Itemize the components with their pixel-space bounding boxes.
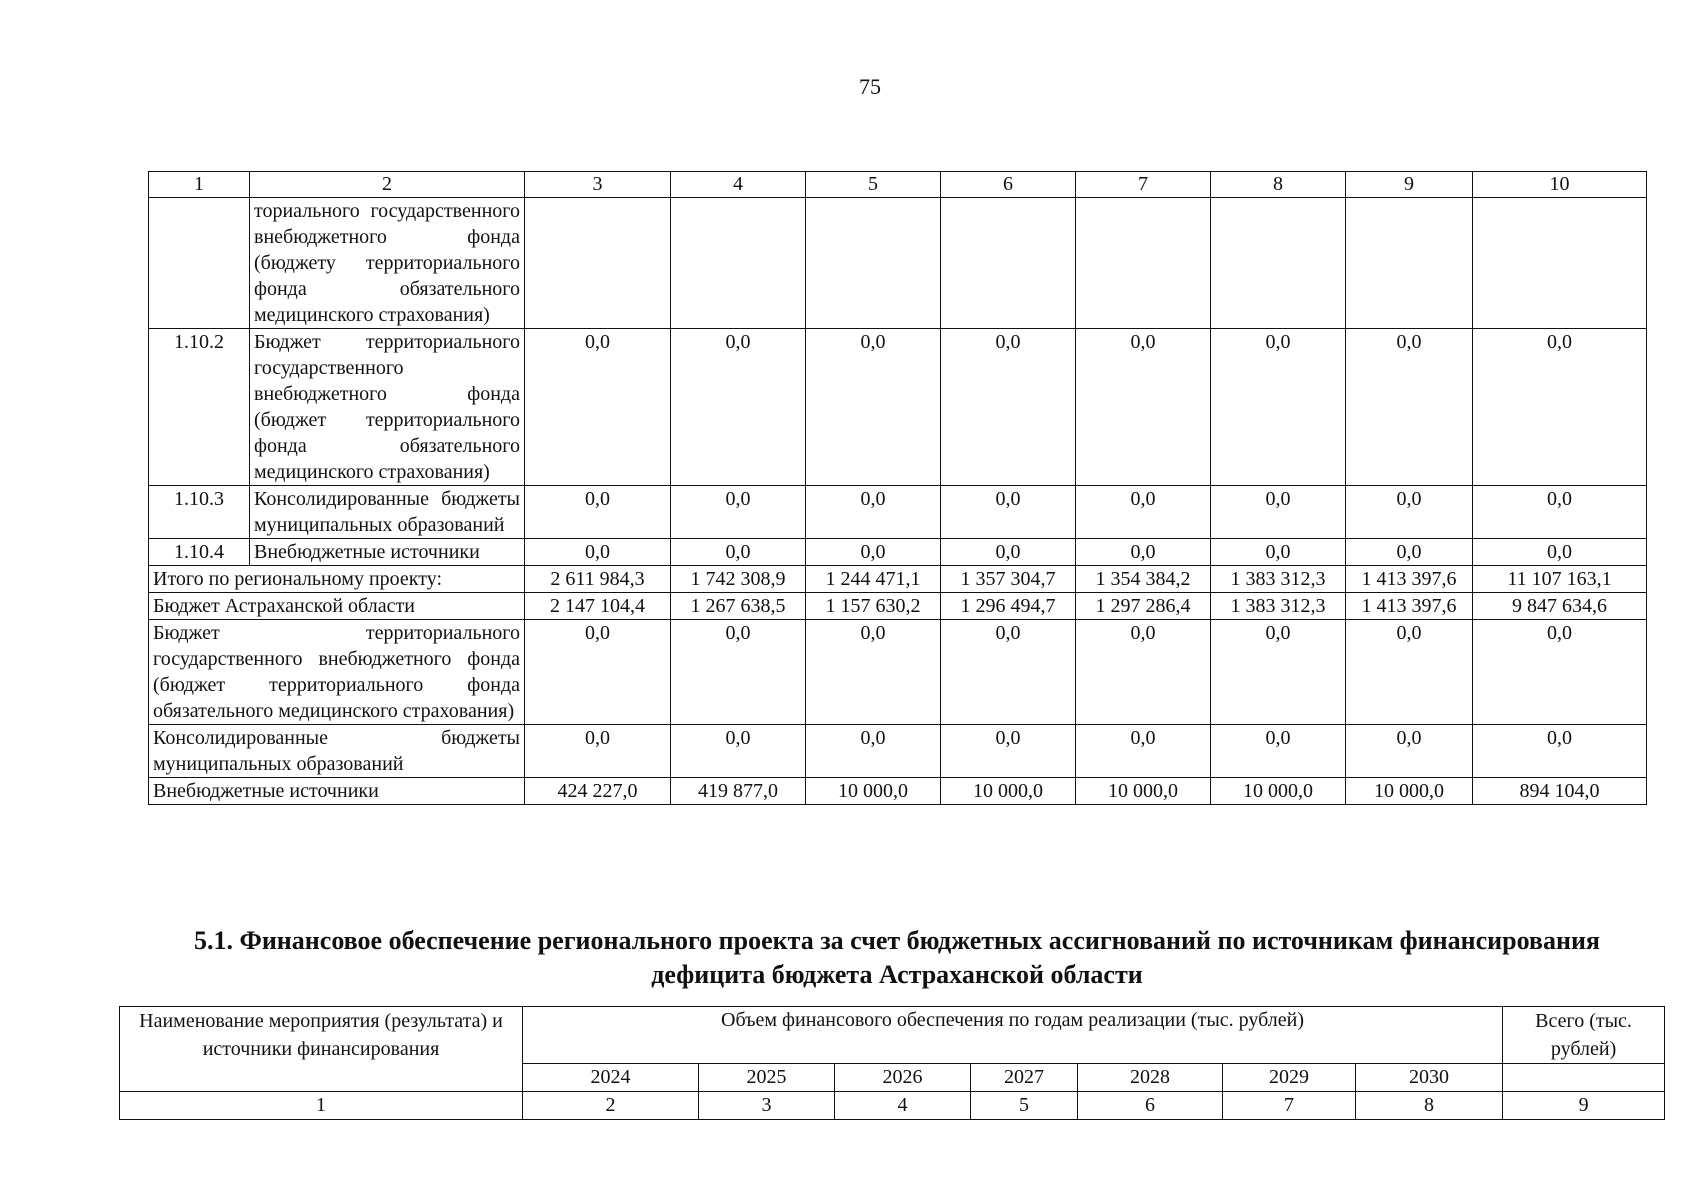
column-total-header: Всего (тыс. рублей): [1503, 1007, 1665, 1064]
value-cell: 0,0: [671, 725, 806, 778]
summary-row: [149, 620, 1647, 725]
header-cell: 1: [149, 172, 250, 198]
value-cell: [671, 198, 806, 329]
value-cell: 0,0: [1346, 620, 1473, 725]
column-name-header: Наименование мероприятия (результата) и источники финансирования: [120, 1007, 523, 1092]
column-number-cell: 5: [971, 1092, 1078, 1120]
value-cell: 1 297 286,4: [1076, 593, 1211, 620]
financing-table: [119, 1006, 1665, 1120]
value-cell: 0,0: [1473, 725, 1647, 778]
column-number-cell: 9: [1503, 1092, 1665, 1120]
value-cell: [1076, 198, 1211, 329]
value-cell: 0,0: [806, 329, 941, 486]
value-cell: 1 354 384,2: [1076, 566, 1211, 593]
value-cell: [1211, 198, 1346, 329]
value-cell: [806, 198, 941, 329]
value-cell: 424 227,0: [525, 778, 671, 805]
value-cell: 1 413 397,6: [1346, 593, 1473, 620]
empty-cell: [1503, 1064, 1665, 1092]
value-cell: [941, 198, 1076, 329]
value-cell: 0,0: [1211, 725, 1346, 778]
column-number-cell: 7: [1223, 1092, 1356, 1120]
value-cell: 1 742 308,9: [671, 566, 806, 593]
summary-row: [149, 593, 1647, 620]
header-cell: 3: [525, 172, 671, 198]
value-cell: 0,0: [806, 539, 941, 566]
value-cell: 10 000,0: [1076, 778, 1211, 805]
value-cell: 10 000,0: [806, 778, 941, 805]
value-cell: 0,0: [1076, 620, 1211, 725]
header-cell: 10: [1473, 172, 1647, 198]
value-cell: 0,0: [525, 539, 671, 566]
summary-name: Бюджет Астраханской области: [149, 593, 525, 620]
header-cell: 2: [250, 172, 525, 198]
value-cell: 0,0: [941, 725, 1076, 778]
table-row: [149, 198, 1647, 329]
value-cell: 0,0: [806, 725, 941, 778]
column-numbers-row: [120, 1092, 1665, 1120]
value-cell: 0,0: [1211, 329, 1346, 486]
value-cell: [525, 198, 671, 329]
summary-name: Бюджет территориального государственного внебюджетного фонда (бюджет территориального фонда обязательного медицинского страхования): [149, 620, 525, 725]
value-cell: 0,0: [1346, 539, 1473, 566]
value-cell: 0,0: [1211, 539, 1346, 566]
value-cell: 1 357 304,7: [941, 566, 1076, 593]
value-cell: 0,0: [525, 725, 671, 778]
financing-header-row: [120, 1007, 1665, 1064]
value-cell: 11 107 163,1: [1473, 566, 1647, 593]
value-cell: 0,0: [1473, 620, 1647, 725]
section-title: 5.1. Финансовое обеспечение регионального проекта за счет бюджетных ассигнований по источникам финансирования дефицита бюджета Астраханской области: [194, 926, 1600, 989]
summary-name: Итого по региональному проекту:: [149, 566, 525, 593]
value-cell: 0,0: [1346, 486, 1473, 539]
year-cell: 2029: [1223, 1064, 1356, 1092]
value-cell: 0,0: [941, 620, 1076, 725]
row-name: Консолидированные бюджеты муниципальных образований: [250, 486, 525, 539]
table-row: [149, 486, 1647, 539]
value-cell: 0,0: [1346, 725, 1473, 778]
row-name: Внебюджетные источники: [250, 539, 525, 566]
value-cell: 0,0: [1076, 539, 1211, 566]
value-cell: 0,0: [806, 486, 941, 539]
header-row: [149, 172, 1647, 198]
header-cell: 7: [1076, 172, 1211, 198]
value-cell: 10 000,0: [1346, 778, 1473, 805]
value-cell: 0,0: [1346, 329, 1473, 486]
value-cell: 2 147 104,4: [525, 593, 671, 620]
value-cell: 1 157 630,2: [806, 593, 941, 620]
value-cell: 10 000,0: [1211, 778, 1346, 805]
year-cell: 2024: [523, 1064, 699, 1092]
column-number-cell: 1: [120, 1092, 523, 1120]
value-cell: 0,0: [1473, 539, 1647, 566]
summary-name: Консолидированные бюджеты муниципальных образований: [149, 725, 525, 778]
value-cell: 0,0: [1076, 329, 1211, 486]
value-cell: 0,0: [671, 539, 806, 566]
value-cell: 0,0: [525, 329, 671, 486]
value-cell: 1 244 471,1: [806, 566, 941, 593]
table-row: [149, 539, 1647, 566]
row-code: [149, 198, 250, 329]
header-cell: 5: [806, 172, 941, 198]
value-cell: 0,0: [671, 329, 806, 486]
row-code: 1.10.4: [149, 539, 250, 566]
value-cell: 0,0: [1473, 329, 1647, 486]
value-cell: 1 383 312,3: [1211, 593, 1346, 620]
value-cell: 0,0: [671, 486, 806, 539]
table-row: [149, 329, 1647, 486]
value-cell: 1 267 638,5: [671, 593, 806, 620]
row-code: 1.10.2: [149, 329, 250, 486]
value-cell: 9 847 634,6: [1473, 593, 1647, 620]
column-volume-header: Объем финансового обеспечения по годам реализации (тыс. рублей): [523, 1007, 1503, 1064]
value-cell: 0,0: [1076, 725, 1211, 778]
header-cell: 8: [1211, 172, 1346, 198]
value-cell: 0,0: [941, 486, 1076, 539]
column-number-cell: 6: [1078, 1092, 1223, 1120]
value-cell: 0,0: [806, 620, 941, 725]
year-cell: 2030: [1356, 1064, 1503, 1092]
value-cell: 0,0: [525, 486, 671, 539]
value-cell: 1 413 397,6: [1346, 566, 1473, 593]
row-name: ториального государственного внебюджетного фонда (бюджету территориального фонда обязательного медицинского страхования): [250, 198, 525, 329]
budget-table: [148, 171, 1647, 805]
value-cell: 0,0: [1211, 620, 1346, 725]
row-name: Бюджет территориального государственного внебюджетного фонда (бюджет территориального фонда обязательного медицинского страхования): [250, 329, 525, 486]
value-cell: 0,0: [1076, 486, 1211, 539]
row-code: 1.10.3: [149, 486, 250, 539]
summary-name: Внебюджетные источники: [149, 778, 525, 805]
value-cell: [1473, 198, 1647, 329]
value-cell: [1346, 198, 1473, 329]
year-cell: 2026: [835, 1064, 971, 1092]
year-cell: 2027: [971, 1064, 1078, 1092]
page-number: 75: [859, 74, 881, 99]
value-cell: 0,0: [671, 620, 806, 725]
value-cell: 0,0: [525, 620, 671, 725]
summary-row: [149, 725, 1647, 778]
value-cell: 894 104,0: [1473, 778, 1647, 805]
column-number-cell: 4: [835, 1092, 971, 1120]
value-cell: 0,0: [1473, 486, 1647, 539]
summary-row: [149, 566, 1647, 593]
column-number-cell: 2: [523, 1092, 699, 1120]
value-cell: 419 877,0: [671, 778, 806, 805]
value-cell: 2 611 984,3: [525, 566, 671, 593]
value-cell: 10 000,0: [941, 778, 1076, 805]
value-cell: 0,0: [941, 539, 1076, 566]
header-cell: 4: [671, 172, 806, 198]
value-cell: 1 383 312,3: [1211, 566, 1346, 593]
header-cell: 6: [941, 172, 1076, 198]
year-cell: 2028: [1078, 1064, 1223, 1092]
column-number-cell: 8: [1356, 1092, 1503, 1120]
value-cell: 0,0: [1211, 486, 1346, 539]
value-cell: 0,0: [941, 329, 1076, 486]
value-cell: 1 296 494,7: [941, 593, 1076, 620]
summary-row: [149, 778, 1647, 805]
column-number-cell: 3: [699, 1092, 835, 1120]
year-cell: 2025: [699, 1064, 835, 1092]
header-cell: 9: [1346, 172, 1473, 198]
